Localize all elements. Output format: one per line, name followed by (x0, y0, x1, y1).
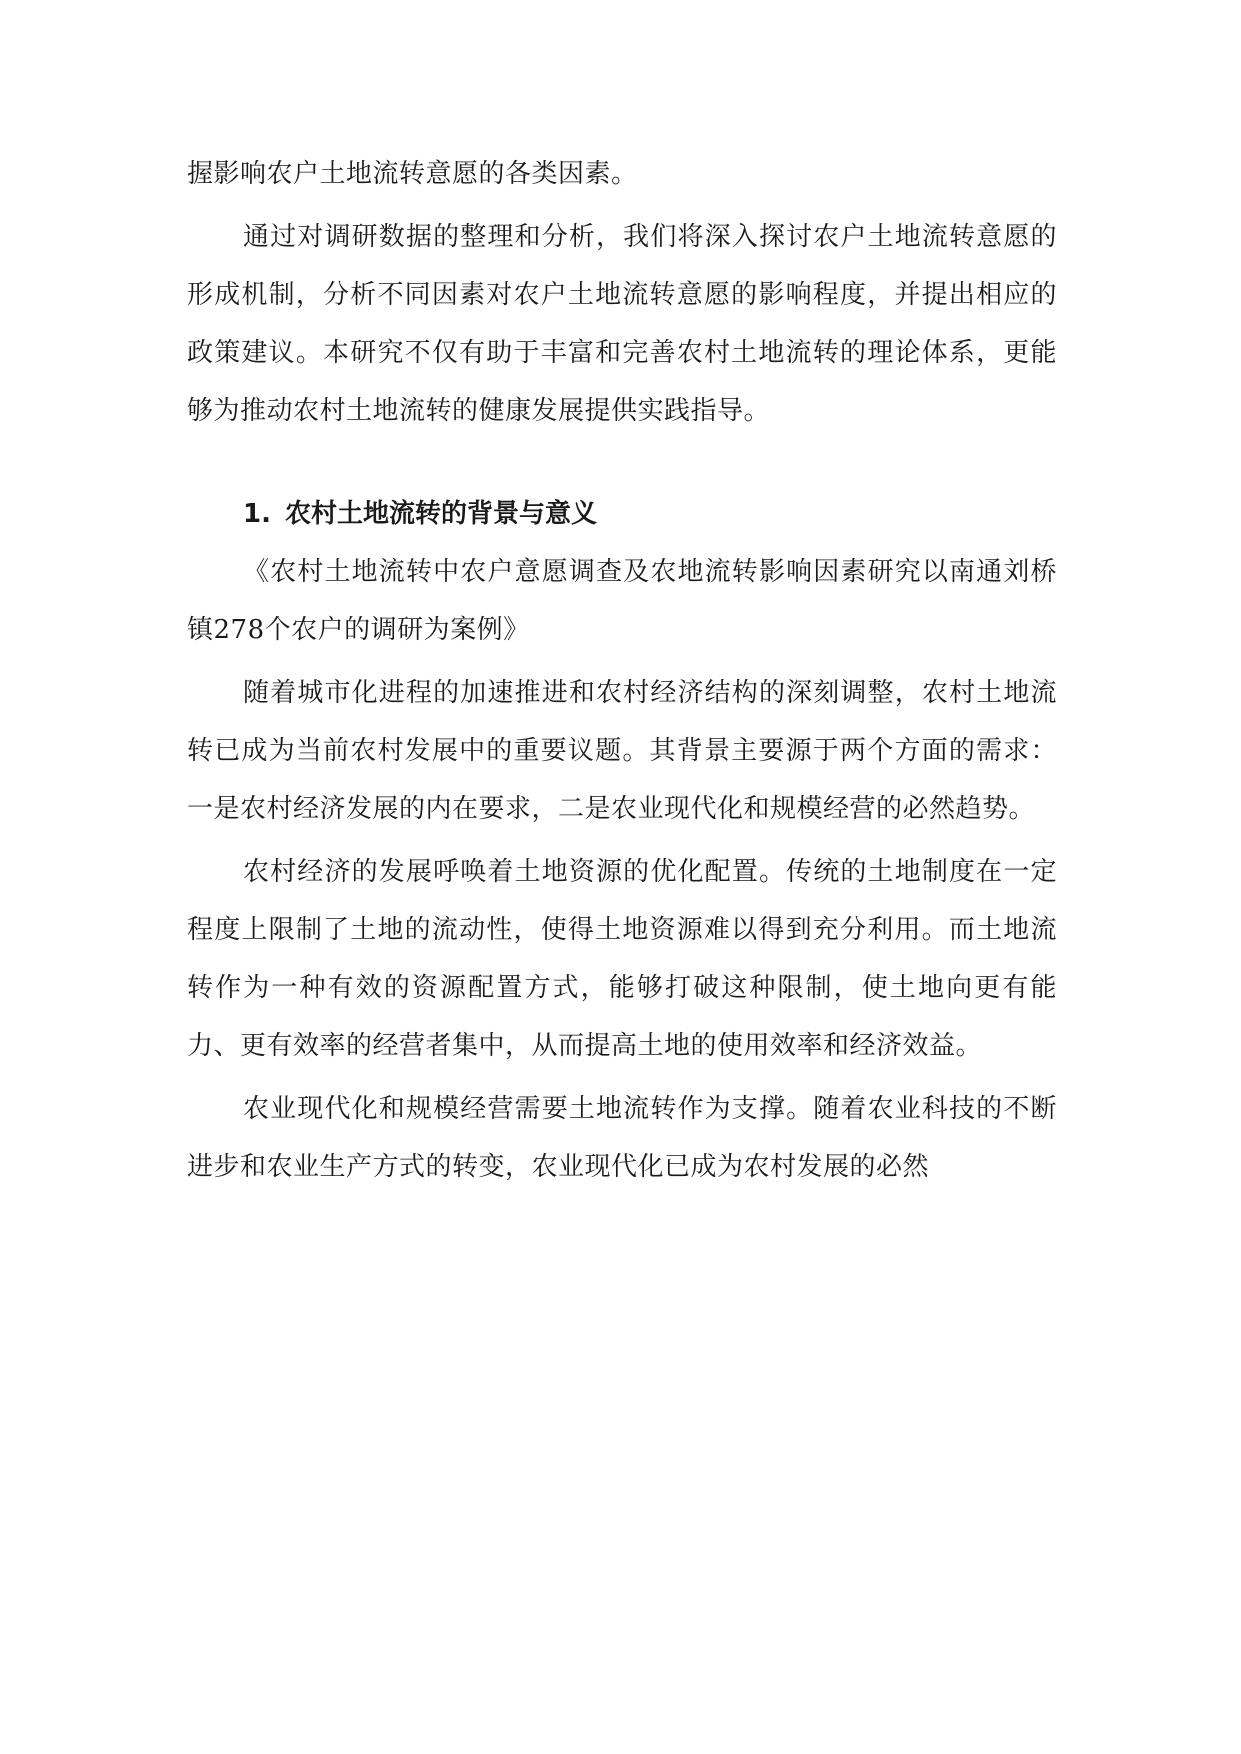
paragraph-background: 随着城市化进程的加速推进和农村经济结构的深刻调整，农村土地流转已成为当前农村发展中的重要议题。其背景主要源于两个方面的需求：一是农村经济发展的内在要求，二是农业现代化和规模经营的必然趋势。 (187, 678, 1057, 824)
paragraph-continuation: 握影响农户土地流转意愿的各类因素。 (187, 159, 638, 189)
section-number: 1. (243, 499, 271, 529)
paragraph-modernization: 农业现代化和规模经营需要土地流转作为支撑。随着农业科技的不断进步和农业生产方式的转变，农业现代化已成为农村发展的必然 (187, 1094, 1057, 1182)
paragraph-resource-allocation: 农村经济的发展呼唤着土地资源的优化配置。传统的土地制度在一定程度上限制了土地的流动性，使得土地资源难以得到充分利用。而土地流转作为一种有效的资源配置方式，能够打破这种限制，使土地向更有能力、更有效率的经营者集中，从而提高土地的使用效率和经济效益。 (187, 857, 1057, 1061)
section-title: 农村土地流转的背景与意义 (284, 499, 597, 529)
paragraph-research-purpose: 通过对调研数据的整理和分析，我们将深入探讨农户土地流转意愿的形成机制，分析不同因素对农户土地流转意愿的影响程度，并提出相应的政策建议。本研究不仅有助于丰富和完善农村土地流转的理论体系，更能够为推动农村土地流转的健康发展提供实践指导。 (187, 222, 1057, 426)
document-body (187, 145, 1057, 1196)
paragraph-study-title: 《农村土地流转中农户意愿调查及农地流转影响因素研究以南通刘桥镇278个农户的调研为案例》 (187, 557, 1057, 645)
section-heading (187, 485, 1057, 543)
